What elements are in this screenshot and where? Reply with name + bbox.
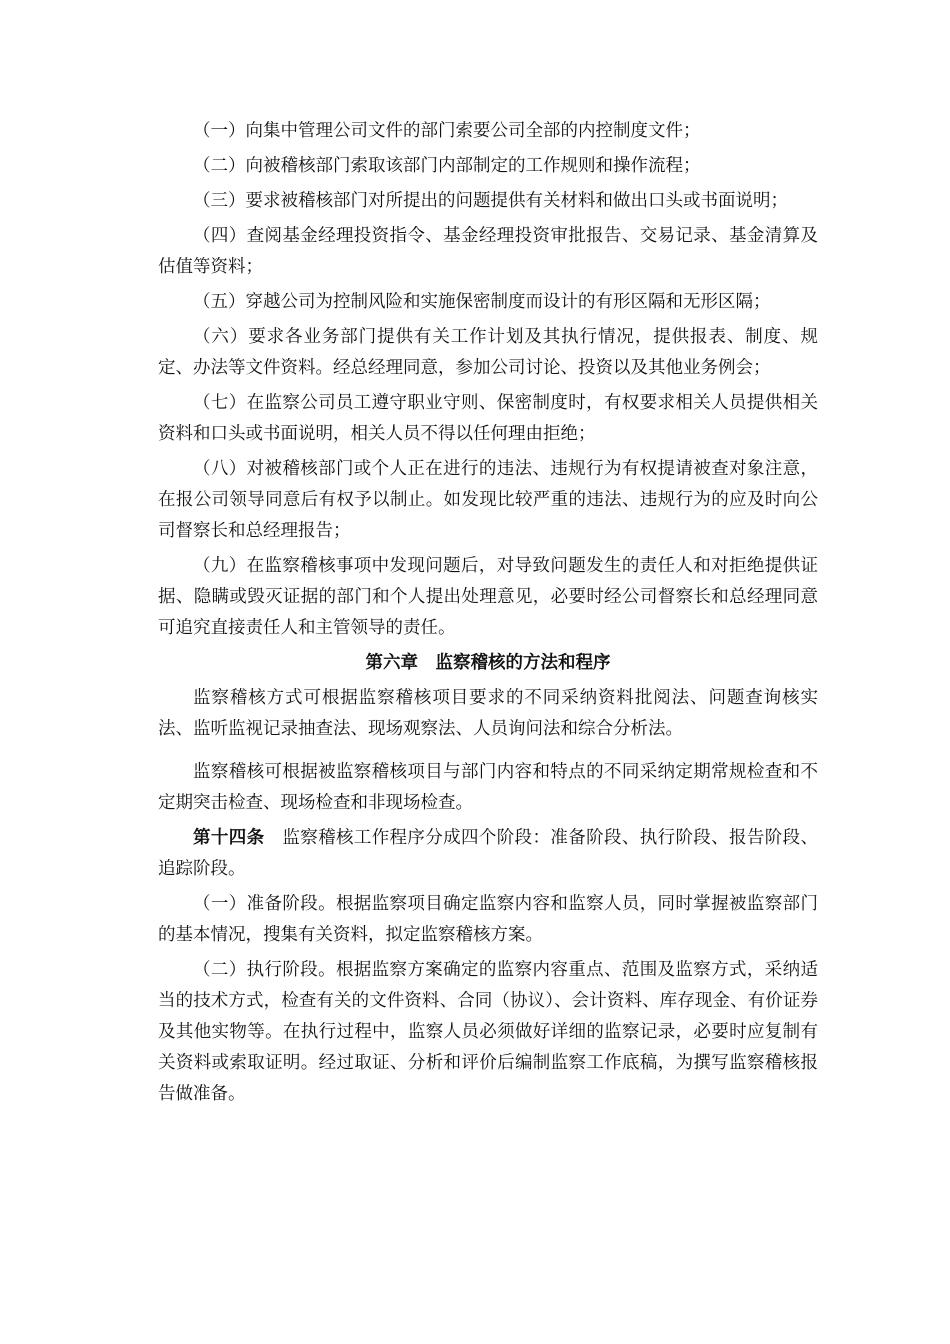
article-14-label: 第十四条	[193, 828, 265, 848]
article-14-text: 监察稽核工作程序分成四个阶段：准备阶段、执行阶段、报告阶段、追踪阶段。	[158, 828, 819, 879]
paragraph-item-7: （七）在监察公司员工遵守职业守则、保密制度时，有权要求相关人员提供相关资料和口头或书面说明，相关人员不得以任何理由拒绝；	[158, 393, 818, 444]
article-13-text: 监察稽核可根据被监察稽核项目与部门内容和特点的不同采纳定期常规检查和不定期突击检查、现场检查和非现场检查。	[158, 762, 818, 813]
document-body	[158, 116, 818, 1114]
paragraph-item-2: （二）向被稽核部门索取该部门内部制定的工作规则和操作流程；	[193, 156, 701, 176]
article-12-text: 监察稽核方式可根据监察稽核项目要求的不同采纳资料批阅法、问题查询核实法、监听监视记录抽查法、现场观察法、人员询问法和综合分析法。	[158, 688, 818, 739]
paragraph-item-5: （五）穿越公司为控制风险和实施保密制度而设计的有形区隔和无形区隔；	[193, 292, 771, 312]
article-14-paragraph	[158, 823, 818, 885]
spacer	[158, 749, 818, 757]
article-13-paragraph	[158, 757, 818, 819]
chapter-heading: 第六章 监察稽核的方法和程序	[365, 653, 611, 673]
paragraph-item-6: （六）要求各业务部门提供有关工作计划及其执行情况，提供报表、制度、规定、办法等文件资料。经总经理同意，参加公司讨论、投资以及其他业务例会；	[158, 327, 818, 378]
stage-execute-paragraph: （二）执行阶段。根据监察方案确定的监察内容重点、范围及监察方式，采纳适当的技术方式，检查有关的文件资料、合同（协议）、会计资料、库存现金、有价证券及其他实物等。在执行过程中，监察人员必须做好详细的监察记录，必要时应复制有关资料或索取证明。经过取证、分析和评价后编制监察工作底稿，为撰写监察稽核报告做准备。	[158, 960, 818, 1104]
article-12-paragraph	[158, 683, 818, 745]
paragraph-item-1: （一）向集中管理公司文件的部门索要公司全部的内控制度文件；	[193, 121, 701, 141]
paragraph-item-4: （四）查阅基金经理投资指令、基金经理投资审批报告、交易记录、基金清算及估值等资料；	[158, 226, 818, 277]
paragraph-item-3: （三）要求被稽核部门对所提出的问题提供有关材料和做出口头或书面说明；	[193, 191, 788, 211]
paragraph-item-9: （九）在监察稽核事项中发现问题后，对导致问题发生的责任人和对拒绝提供证据、隐瞒或毁灭证据的部门和个人提出处理意见，必要时经公司督察长和总经理同意可追究直接责任人和主管领导的责任。	[158, 556, 818, 638]
stage-prepare-paragraph: （一）准备阶段。根据监察项目确定监察内容和监察人员，同时掌握被监察部门的基本情况，搜集有关资料，拟定监察稽核方案。	[158, 894, 818, 945]
paragraph-item-8: （八）对被稽核部门或个人正在进行的违法、违规行为有权提请被查对象注意，在报公司领导同意后有权予以制止。如发现比较严重的违法、违规行为的应及时向公司督察长和总经理报告；	[158, 459, 818, 541]
